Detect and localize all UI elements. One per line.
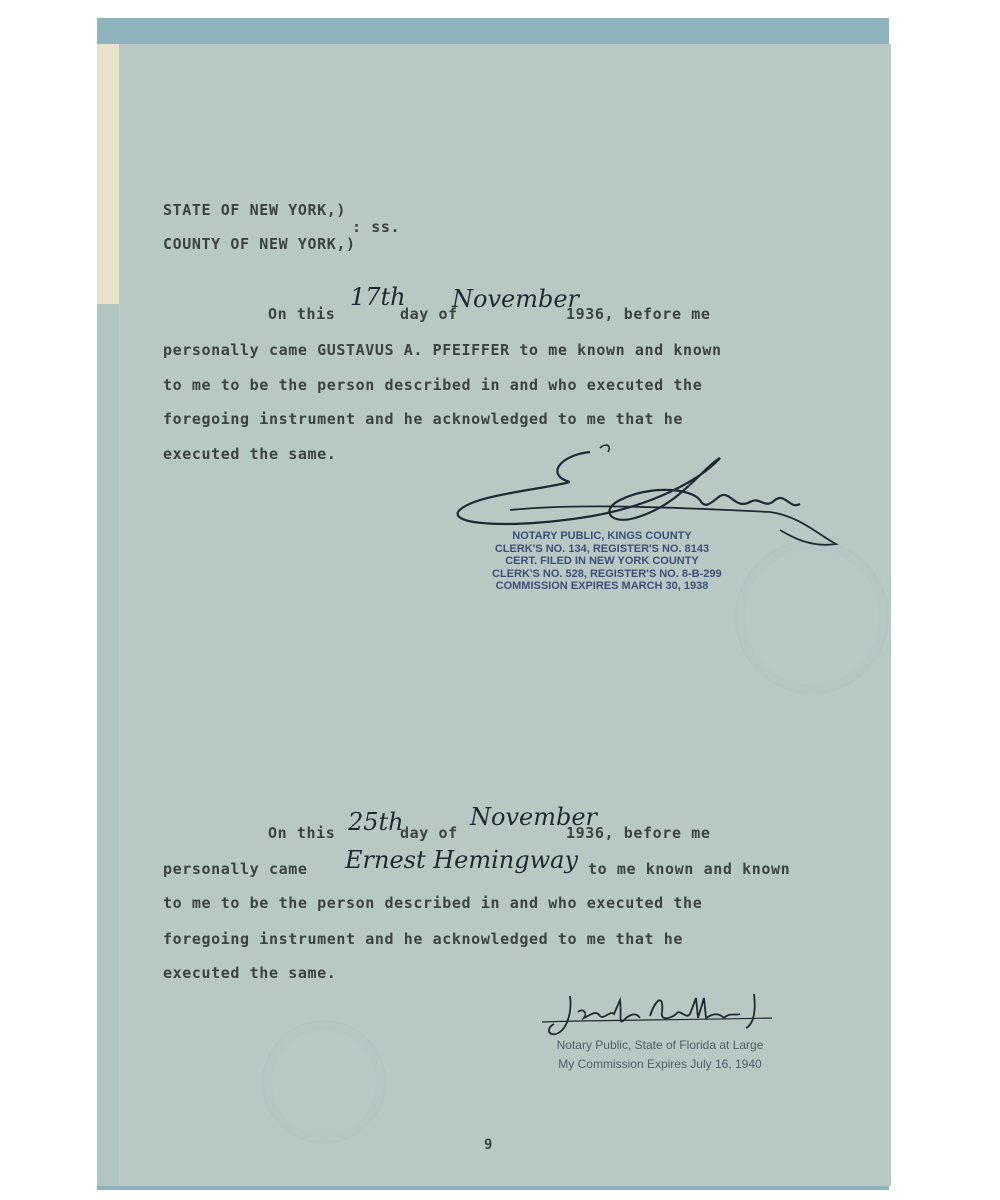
page-number: 9 [484, 1137, 494, 1153]
stamp-line: COMMISSION EXPIRES MARCH 30, 1938 [495, 580, 709, 592]
ack2-line2-suffix: to me known and known [588, 860, 791, 878]
document-page-left-margin [97, 304, 119, 1186]
ss-line: : ss. [352, 218, 401, 236]
ack2-line5: executed the same. [163, 964, 337, 982]
embossed-seal-upper [735, 540, 889, 694]
embossed-seal-lower [262, 1020, 386, 1144]
ack1-year-suffix: 1936, before me [566, 305, 711, 323]
ack1-month-handwritten: November [452, 285, 580, 313]
ack2-day-handwritten: 25th [348, 808, 404, 836]
ack1-line2: personally came GUSTAVUS A. PFEIFFER to me known and known [163, 341, 722, 359]
ack2-line2-prefix: personally came [163, 860, 308, 878]
stamp-line: CERT. FILED IN NEW YORK COUNTY [505, 555, 699, 567]
ack1-line3: to me to be the person described in and who executed the [163, 376, 703, 394]
ack2-day-of: day of [400, 824, 458, 842]
ack1-day-handwritten: 17th [350, 283, 406, 311]
ack2-line4: foregoing instrument and he acknowledged to me that he [163, 930, 684, 948]
ack2-line3: to me to be the person described in and who executed the [163, 894, 703, 912]
notary-line: My Commission Expires July 16, 1940 [558, 1057, 762, 1071]
paper-edge [97, 44, 119, 304]
ack2-year-suffix: 1936, before me [566, 824, 711, 842]
ack2-month-handwritten: November [470, 803, 598, 831]
ack2-prefix: On this [268, 824, 336, 842]
stamp-line: NOTARY PUBLIC, KINGS COUNTY [512, 530, 692, 542]
notary-line: Notary Public, State of Florida at Large [556, 1038, 764, 1052]
stamp-line: CLERK'S NO. 528, REGISTER'S NO. 8-B-299 [492, 567, 722, 580]
county-line: COUNTY OF NEW YORK,) [163, 235, 356, 253]
ack1-line5: executed the same. [163, 445, 337, 463]
notary-stamp [492, 530, 722, 593]
stamp-line: CLERK'S NO. 134, REGISTER'S NO. 8143 [494, 542, 710, 555]
ack1-prefix: On this [268, 305, 336, 323]
state-line: STATE OF NEW YORK,) [163, 201, 346, 219]
signature-allen [540, 990, 780, 1040]
notary-florida-block [520, 1036, 800, 1074]
ack1-line4: foregoing instrument and he acknowledged to me that he [163, 410, 684, 428]
ack1-day-of: day of [400, 305, 458, 323]
ack2-name-handwritten: Ernest Hemingway [345, 846, 579, 874]
